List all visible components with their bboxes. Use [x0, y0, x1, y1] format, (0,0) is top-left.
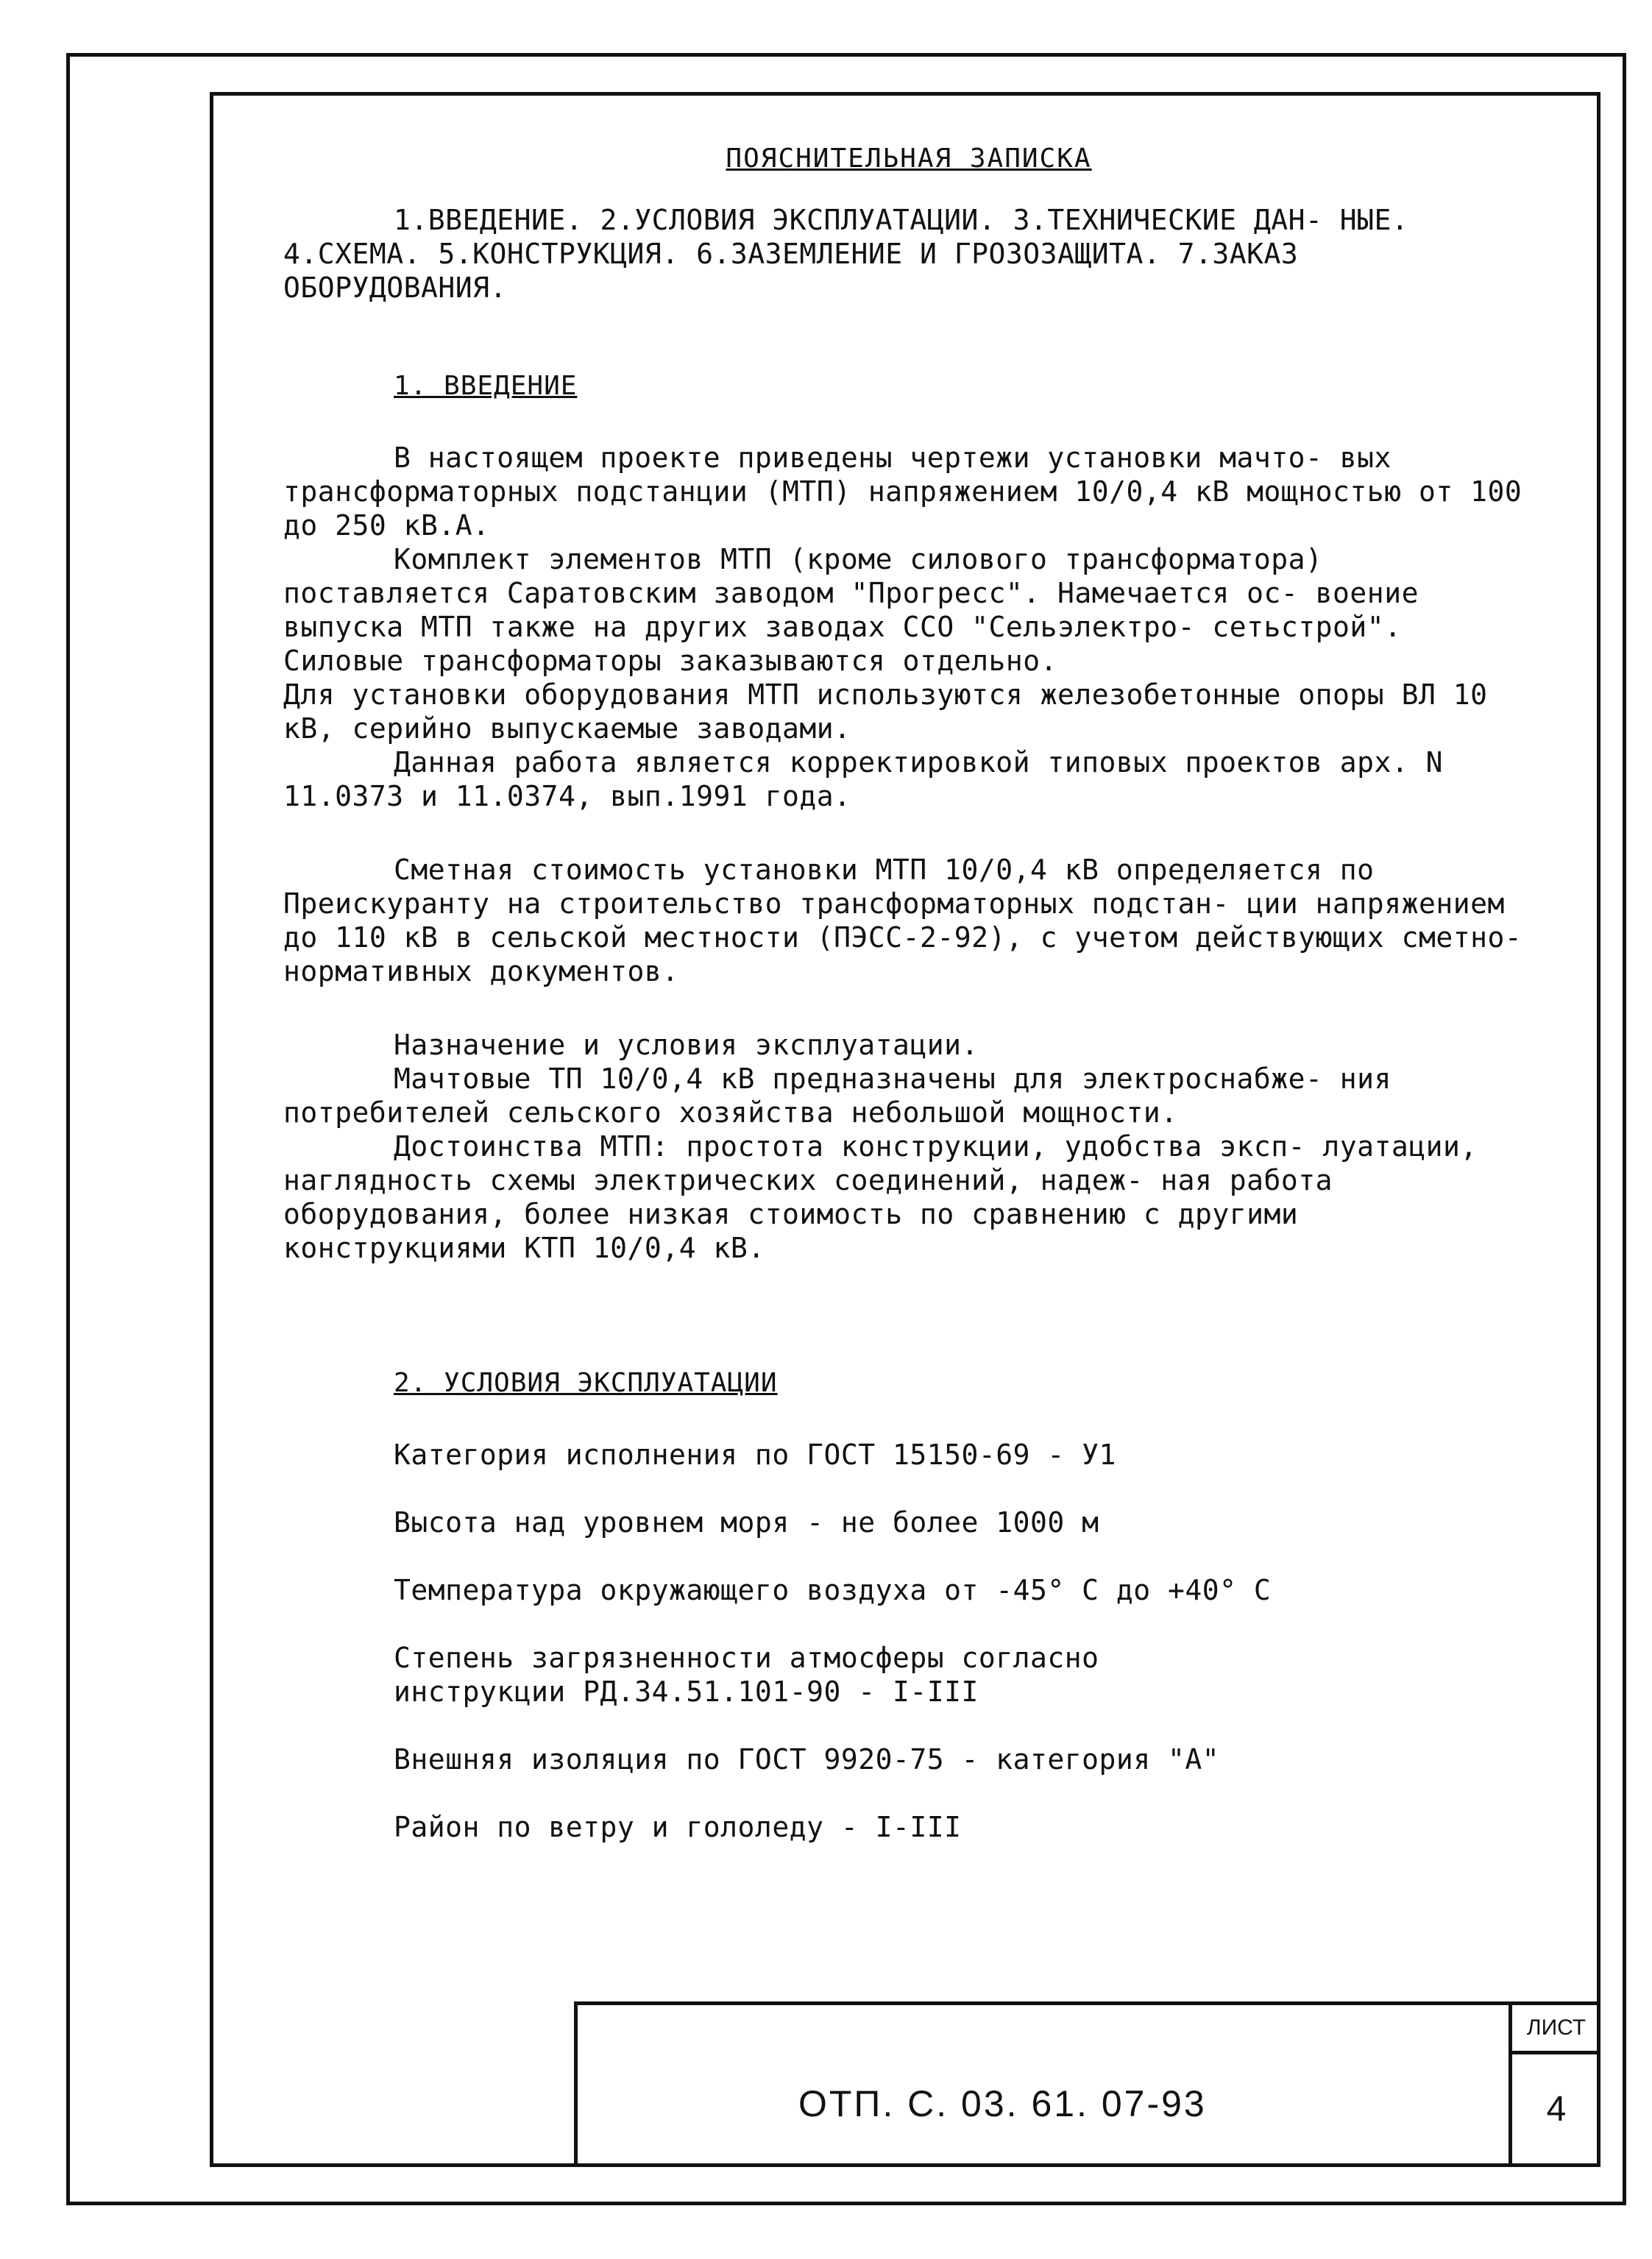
sheet-number: 4: [1546, 2090, 1567, 2129]
document-content: [283, 129, 1534, 1878]
section-1-paragraph: Назначение и условия эксплуатации.: [394, 1029, 979, 1061]
conditions-list: [394, 1438, 1534, 1844]
table-of-contents: 1.ВВЕДЕНИЕ. 2.УСЛОВИЯ ЭКСПЛУАТАЦИИ. 3.ТЕХНИЧЕСКИЕ ДАН- НЫЕ. 4.СХЕМА. 5.КОНСТРУКЦИЯ. 6.ЗАЗЕМЛЕНИЕ И ГРОЗОЗАЩИТА. 7.ЗАКАЗ ОБОРУДОВАНИЯ.: [283, 204, 1409, 304]
title-block: [574, 2001, 1600, 2167]
condition-item: Температура окружающего воздуха от -45° С до +40° С: [394, 1574, 1272, 1606]
document-code: ОТП. С. 03. 61. 07-93: [798, 2083, 1207, 2124]
condition-item: Внешняя изоляция по ГОСТ 9920-75 - категория "А": [394, 1743, 1220, 1776]
section-1-paragraph: Сметная стоимость установки МТП 10/0,4 кВ определяется по Преискуранту на строительство трансформаторных подстан- ции напряжением до 110 кВ в сельской местности (ПЭСС-2-92), с учетом действующих сметно-нормативных документов.: [283, 854, 1522, 987]
section-1-heading: 1. ВВЕДЕНИЕ: [394, 371, 578, 401]
section-1-paragraph: Данная работа является корректировкой типовых проектов арх. N 11.0373 и 11.0374, вып.1991 года.: [283, 746, 1444, 812]
condition-item: инструкции РД.34.51.101-90 - I-III: [394, 1675, 979, 1708]
section-2-heading: 2. УСЛОВИЯ ЭКСПЛУАТАЦИИ: [394, 1368, 778, 1398]
sheet-box: [1509, 2005, 1600, 2167]
page-title: ПОЯСНИТЕЛЬНАЯ ЗАПИСКА: [726, 143, 1092, 174]
condition-item: Степень загрязненности атмосферы согласно: [394, 1642, 1099, 1674]
section-1-paragraph: В настоящем проекте приведены чертежи установки мачто- вых трансформаторных подстанции (МТП) напряжением 10/0,4 кВ мощностью от 100 до 250 кВ.А.: [283, 441, 1522, 542]
sheet-label: ЛИСТ: [1512, 2005, 1600, 2054]
section-1-paragraph: Мачтовые ТП 10/0,4 кВ предназначены для электроснабже- ния потребителей сельского хозяйства небольшой мощности.: [283, 1063, 1392, 1129]
section-1-paragraph: Комплект элементов МТП (кроме силового трансформатора) поставляется Саратовским заводом "Прогресс". Намечается ос- воение выпуска МТП также на других заводах ССО "Сельэлектро- сетьстрой". Силовые трансформаторы заказываются отдельно.: [283, 543, 1419, 677]
section-1-paragraph: Для установки оборудования МТП используются железобетонные опоры ВЛ 10 кВ, серийно выпускаемые заводами.: [283, 678, 1488, 745]
condition-item: Район по ветру и гололеду - I-III: [394, 1811, 962, 1843]
condition-item: Категория исполнения по ГОСТ 15150-69 - У1: [394, 1439, 1116, 1471]
section-1-paragraph: Достоинства МТП: простота конструкции, удобства эксп- луатации, наглядность схемы электрических соединений, надеж- ная работа оборудования, более низкая стоимость по сравнению с другими конструкциями КТП 10/0,4 кВ.: [283, 1130, 1478, 1264]
condition-item: Высота над уровнем моря - не более 1000 м: [394, 1506, 1099, 1539]
